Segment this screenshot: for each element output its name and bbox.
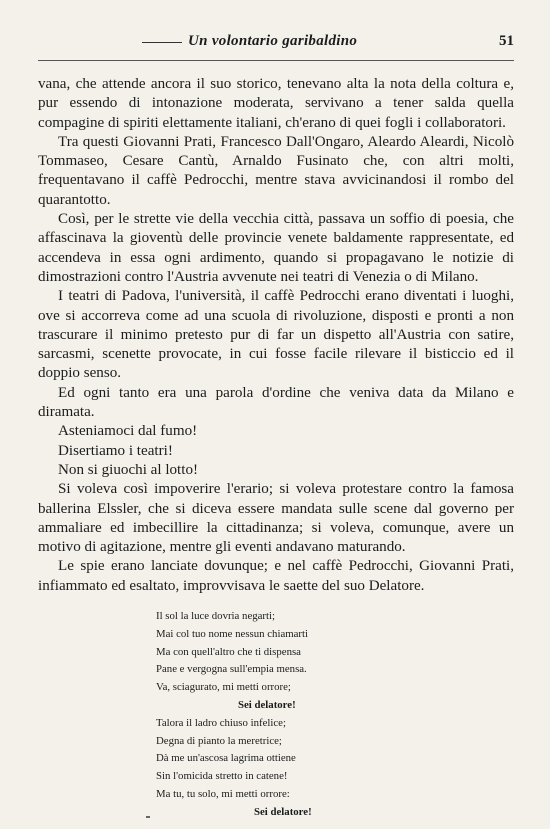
poem-refrain: Sei delatore! bbox=[238, 699, 296, 711]
poem-line: Dà me un'ascosa lagrima ottiene bbox=[156, 752, 296, 765]
poem-line: Degna di pianto la meretrice; bbox=[156, 734, 282, 747]
slogan-line: Non si giuochi al lotto! bbox=[58, 461, 199, 478]
poem-line: Talora il ladro chiuso infelice; bbox=[156, 716, 286, 729]
poem-refrain: Sei delatore! bbox=[254, 805, 312, 818]
paragraph: vana, che attende ancora il suo storico, tenevano alta la nota della coltura e, pur essendo di intonazione moderata, servivano a tener salda quella compagine di spiriti elettamente italiani, ch'erano di quei fogli i collaboratori. bbox=[38, 76, 514, 131]
poem-line: Mai col tuo nome nessun chiamarti bbox=[156, 627, 309, 640]
print-speck bbox=[146, 816, 150, 818]
running-header bbox=[38, 30, 514, 61]
poem-line: Ma tu, tu solo, mi metti orrore: bbox=[156, 787, 290, 800]
slogan-line: Disertiamo i teatri! bbox=[58, 442, 173, 459]
paragraph: I teatri di Padova, l'università, il caffè Pedrocchi erano diventati i luoghi, ove si accorreva come ad una scuola di rivoluzione, disposti e pronti a non trascurare il minimo pretesto pur di far un dispetto all'Austria con satire, sarcasmi, scenette provocate, in cui fosse facile rilevare il bisticcio ed il doppio senso. bbox=[38, 288, 514, 382]
body-text bbox=[38, 75, 514, 596]
slogans bbox=[38, 422, 514, 480]
paragraph: Le spie erano lanciate dovunque; e nel caffè Pedrocchi, Giovanni Prati, infiammato ed esaltato, improvvisava le saette del suo Delatore. bbox=[38, 558, 514, 594]
poem-line: Il sol la luce dovria negarti; bbox=[156, 610, 276, 623]
slogan-line: Asteniamoci dal fumo! bbox=[58, 423, 198, 440]
poem-line: Va, sciagurato, mi metti orrore; bbox=[156, 681, 291, 694]
page-number: 51 bbox=[499, 33, 514, 49]
poem-line: Pane e vergogna sull'empia mensa. bbox=[156, 663, 307, 676]
paragraph: Si voleva così impoverire l'erario; si voleva protestare contro la famosa ballerina Elssler, che si diceva essere mandata sulle scene dal governo per ammaliare ed imbecillire la cittadinanza; si voleva, comunque, avere un motivo di agitazione, mentre gli eventi andavano maturando. bbox=[38, 481, 514, 556]
paragraph: Tra questi Giovanni Prati, Francesco Dall'Ongaro, Aleardo Aleardi, Nicolò Tommaseo, Cesare Cantù, Arnaldo Fusinato che, con altri molti, frequentavano il caffè Pedrocchi, mentre stava avvicinandosi il rombo del quarantotto. bbox=[38, 133, 514, 208]
poem-line: Sin l'omicida stretto in catene! bbox=[156, 770, 288, 783]
poem-line: Ma con quell'altro che ti dispensa bbox=[156, 645, 301, 658]
paragraph: Così, per le strette vie della vecchia città, passava un soffio di poesia, che affascinava la gioventù delle provincie venete baldamente rappresentate, ed accendeva in essa ogni ardimento, quando si propagavano le notizie di dimostrazioni contro l'Austria avvenute nei teatri di Venezia o di Milano. bbox=[38, 211, 514, 285]
running-title: Un volontario garibaldino bbox=[188, 33, 358, 49]
header-rule bbox=[142, 42, 182, 43]
poem bbox=[156, 608, 514, 822]
paragraph: Ed ogni tanto era una parola d'ordine che veniva data da Milano e diramata. bbox=[38, 384, 514, 421]
